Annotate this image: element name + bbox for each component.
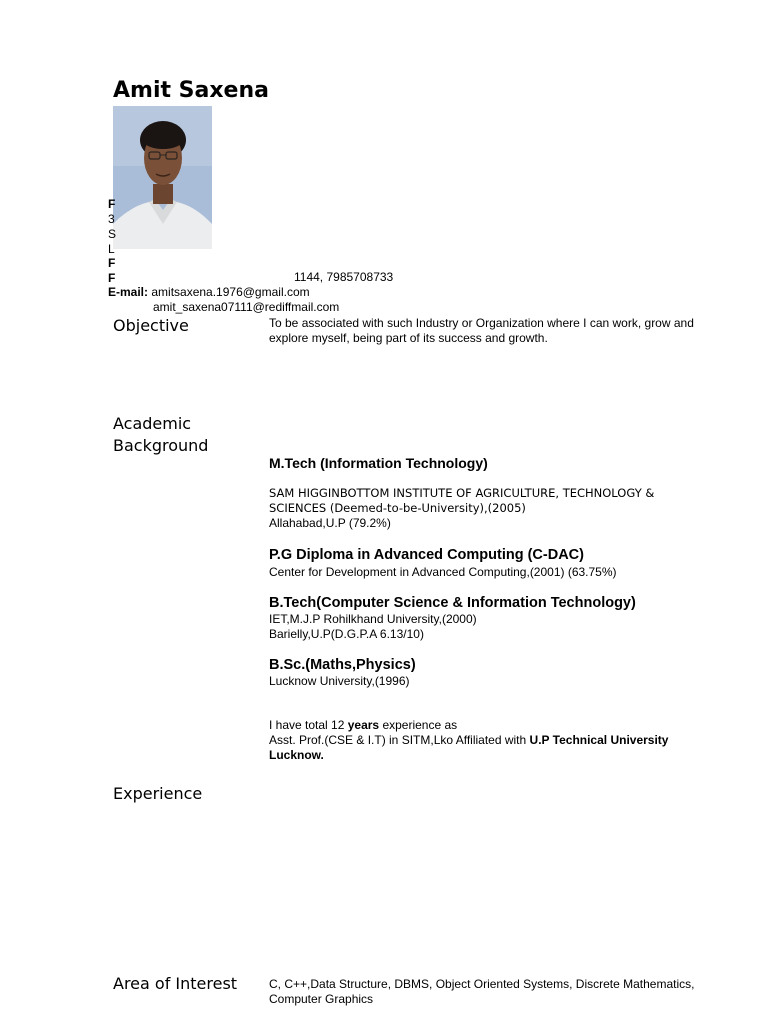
degree-title-btech: B.Tech(Computer Science & Information Technology): [269, 595, 636, 611]
obscured-text-fragment: F: [108, 271, 116, 285]
interest-text: C, C++,Data Structure, DBMS, Object Oriented Systems, Discrete Mathematics, Computer Graphics: [269, 977, 695, 1006]
candidate-name: Amit Saxena: [113, 78, 269, 103]
phone-number: 1144, 7985708733: [294, 270, 394, 284]
institute-mtech-line3: Allahabad,U.P (79.2%): [269, 516, 391, 530]
experience-line2-pre: Asst. Prof.(CSE & I.T) in SITM,Lko Affiliated with: [269, 733, 530, 747]
email-primary[interactable]: amitsaxena.1976@gmail.com: [151, 285, 310, 299]
academic-heading-line1: Academic: [113, 414, 192, 433]
institute-mtech: [269, 486, 654, 531]
academic-heading: [113, 413, 208, 457]
objective-heading: Objective: [113, 316, 189, 335]
obscured-text-fragment: S: [108, 227, 117, 241]
obscured-text-fragment: F: [108, 256, 116, 270]
institute-mtech-line2: [269, 501, 654, 516]
institute-btech-line1: IET,M.J.P Rohilkhand University,(2000): [269, 612, 477, 626]
degree-title-pgdac: P.G Diploma in Advanced Computing (C-DAC): [269, 547, 584, 563]
institute-mtech-rest: (Deemed-to-be-University),(2005): [326, 501, 526, 515]
obscured-text-fragment: 3: [108, 212, 115, 226]
email-line: [108, 285, 310, 300]
obscured-text-fragment: F: [108, 197, 116, 211]
email-secondary[interactable]: amit_saxena07111@rediffmail.com: [153, 300, 340, 314]
academic-heading-line2: Background: [113, 436, 209, 455]
degree-title-mtech: M.Tech (Information Technology): [269, 455, 488, 471]
experience-line1-bold: years: [347, 718, 380, 732]
experience-heading: Experience: [113, 784, 203, 803]
degree-title-bsc: B.Sc.(Maths,Physics): [269, 657, 416, 673]
institute-pgdac: Center for Development in Advanced Computing,(2001) (63.75%): [269, 565, 617, 579]
experience-line1-post: experience as: [379, 718, 458, 732]
interest-heading: Area of Interest: [113, 974, 238, 993]
experience-text: [269, 718, 709, 763]
obscured-text-fragment: L: [108, 242, 115, 256]
institute-btech-line2: Barielly,U.P(D.G.P.A 6.13/10): [269, 627, 424, 641]
experience-line1: [269, 718, 709, 733]
experience-line1-pre: I have total 12: [269, 718, 348, 732]
email-label: E-mail:: [108, 285, 149, 299]
profile-photo: [113, 106, 212, 249]
experience-line2: [269, 733, 709, 763]
objective-text: To be associated with such Industry or Organization where I can work, grow and explore myself, being part of its success and growth.: [269, 316, 694, 345]
experience-line2-bold: U.P Technical University Lucknow.: [269, 733, 669, 762]
institute-mtech-caps: SCIENCES: [269, 501, 327, 515]
institute-btech: [269, 612, 477, 642]
institute-bsc: Lucknow University,(1996): [269, 674, 410, 688]
institute-mtech-line1: SAM HIGGINBOTTOM INSTITUTE OF AGRICULTURE, TECHNOLOGY &: [269, 486, 655, 500]
